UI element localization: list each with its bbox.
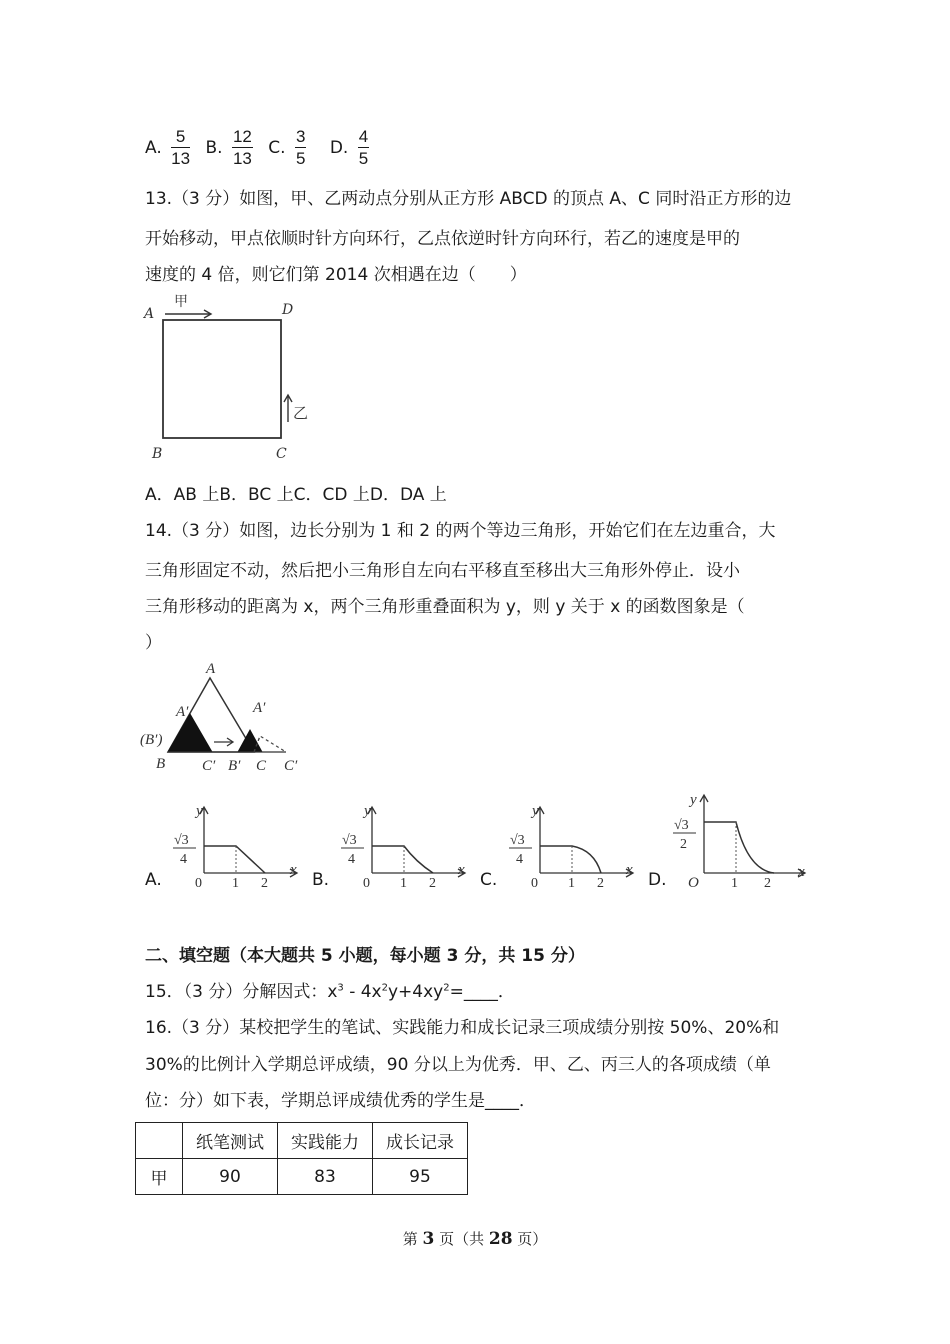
tri-label-a-prime-1: A′ — [176, 704, 189, 720]
table-cell: 甲 — [136, 1159, 183, 1195]
svg-text:x: x — [290, 862, 297, 878]
square-abcd — [163, 320, 281, 438]
graph-d-curve — [704, 822, 774, 873]
table-header-cell: 纸笔测试 — [183, 1123, 278, 1159]
svg-text:x: x — [458, 862, 465, 878]
svg-text:O: O — [688, 875, 699, 891]
tri-label-b-prime: B′ — [228, 758, 241, 773]
label-b: B — [152, 446, 163, 462]
table-header-cell: 成长记录 — [373, 1123, 468, 1159]
q14-option-c-label: C. — [480, 870, 498, 890]
svg-text:√3: √3 — [174, 833, 189, 848]
table-header-cell: 实践能力 — [278, 1123, 373, 1159]
tri-label-c-prime-2: C′ — [284, 758, 298, 773]
svg-text:√3: √3 — [342, 833, 357, 848]
svg-text:1: 1 — [232, 876, 239, 891]
q16-text-line-2: 30%的比例计入学期总评成绩，90 分以上为优秀．甲、乙、丙三人的各项成绩（单 — [145, 1055, 771, 1075]
svg-text:y: y — [196, 803, 203, 819]
q14-graph-b — [336, 800, 476, 895]
svg-text:1: 1 — [400, 876, 407, 891]
label-c: C — [276, 446, 287, 462]
tri-label-c: C — [256, 758, 267, 773]
tri-label-b: B — [156, 756, 166, 772]
label-jia: 甲 — [174, 294, 188, 310]
small-triangle-start — [168, 714, 212, 752]
q12-option-a-label: A. — [145, 137, 162, 158]
page-footer: 第 3 页（共 28 页） — [402, 1229, 548, 1249]
q16-score-table — [135, 1122, 468, 1195]
q12-option-b-label: B. — [205, 137, 223, 158]
q14-text-line-2: 三角形固定不动，然后把小三角形自左向右平移直至移出大三角形外停止．设小 — [145, 561, 740, 581]
tri-label-b-prime-paren: (B′) — [140, 732, 163, 748]
q16-text-line-1: 16.（3 分）某校把学生的笔试、实践能力和成长记录三项成绩分别按 50%、20%和 — [145, 1018, 780, 1038]
q14-text-line-1: 14.（3 分）如图，边长分别为 1 和 2 的两个等边三角形，开始它们在左边重合，大 — [145, 521, 776, 541]
table-cell: 83 — [278, 1159, 373, 1195]
tri-label-a: A — [206, 661, 216, 677]
svg-text:1: 1 — [731, 876, 738, 891]
section-2-title: 二、填空题（本大题共 5 小题，每小题 3 分，共 15 分） — [145, 946, 585, 966]
svg-text:1: 1 — [568, 876, 575, 891]
svg-text:y: y — [364, 803, 371, 819]
svg-text:4: 4 — [516, 852, 523, 867]
svg-text:y: y — [532, 803, 539, 819]
svg-text:x: x — [798, 864, 805, 880]
svg-text:4: 4 — [180, 852, 187, 867]
q13-text-line-1: 13.（3 分）如图，甲、乙两动点分别从正方形 ABCD 的顶点 A、C 同时沿正方形的边 — [145, 189, 792, 209]
q12-option-a-fraction: $\frac{5}{13}$ — [171, 127, 191, 168]
svg-text:√3: √3 — [674, 818, 689, 833]
svg-text:0: 0 — [531, 876, 538, 891]
total-pages: 28 — [488, 1229, 513, 1249]
svg-text:x: x — [626, 862, 633, 878]
q13-text-line-2: 开始移动，甲点依顺时针方向环行，乙点依逆时针方向环行，若乙的速度是甲的 — [145, 229, 740, 249]
q12-option-c-fraction: $\frac{3}{5}$ — [295, 127, 306, 168]
q14-option-a-label: A. — [145, 870, 162, 890]
svg-text:2: 2 — [261, 876, 268, 891]
label-yi: 乙 — [293, 404, 309, 422]
label-d: D — [282, 302, 294, 318]
q14-text-line-4: ） — [145, 633, 162, 653]
q14-option-d-label: D. — [648, 870, 667, 890]
q14-graph-a — [168, 800, 308, 895]
q12-option-c-label: C. — [268, 137, 286, 158]
svg-text:0: 0 — [363, 876, 370, 891]
q12-option-d-fraction: $\frac{4}{5}$ — [358, 127, 369, 168]
small-triangle-mid — [238, 730, 262, 752]
q12-option-d-label: D. — [329, 137, 349, 158]
svg-text:2: 2 — [429, 876, 436, 891]
q14-graph-d — [668, 790, 813, 895]
svg-text:√3: √3 — [510, 833, 525, 848]
q14-graph-c — [504, 800, 644, 895]
q13-square-figure — [138, 290, 328, 465]
q13-options: A．AB 上B．BC 上C．CD 上D．DA 上 — [145, 485, 447, 505]
q14-text-line-3: 三角形移动的距离为 x，两个三角形重叠面积为 y，则 y 关于 x 的函数图象是（ — [145, 597, 745, 617]
table-header-cell — [136, 1123, 183, 1159]
label-a: A — [144, 306, 155, 322]
q15-text: 15．（3 分）分解因式：$x^3$ - $4x^2y+4xy^2=\_\_\_\_$． — [145, 982, 515, 1002]
page-number: 3 — [422, 1229, 435, 1249]
table-cell: 95 — [373, 1159, 468, 1195]
tri-label-a-prime-2: A′ — [253, 700, 266, 716]
svg-text:2: 2 — [764, 876, 771, 891]
q14-option-b-label: B. — [312, 870, 330, 890]
table-row — [136, 1159, 468, 1195]
svg-text:y: y — [690, 792, 697, 808]
table-header-row — [136, 1123, 468, 1159]
q12-option-b-fraction: $\frac{12}{13}$ — [232, 127, 252, 168]
q16-text-line-3: 位：分）如下表，学期总评成绩优秀的学生是____． — [145, 1091, 536, 1111]
svg-text:4: 4 — [348, 852, 355, 867]
graph-a-curve — [204, 846, 265, 873]
table-cell: 90 — [183, 1159, 278, 1195]
q13-text-line-3: 速度的 4 倍，则它们第 2014 次相遇在边（ ） — [145, 265, 527, 285]
graph-c-curve — [540, 846, 601, 873]
svg-text:0: 0 — [195, 876, 202, 891]
graph-b-curve — [372, 846, 433, 873]
tri-label-c-prime-1: C′ — [202, 758, 216, 773]
svg-text:2: 2 — [680, 837, 687, 852]
q12-options — [145, 128, 373, 167]
q14-triangles-figure — [138, 658, 338, 773]
svg-text:2: 2 — [597, 876, 604, 891]
